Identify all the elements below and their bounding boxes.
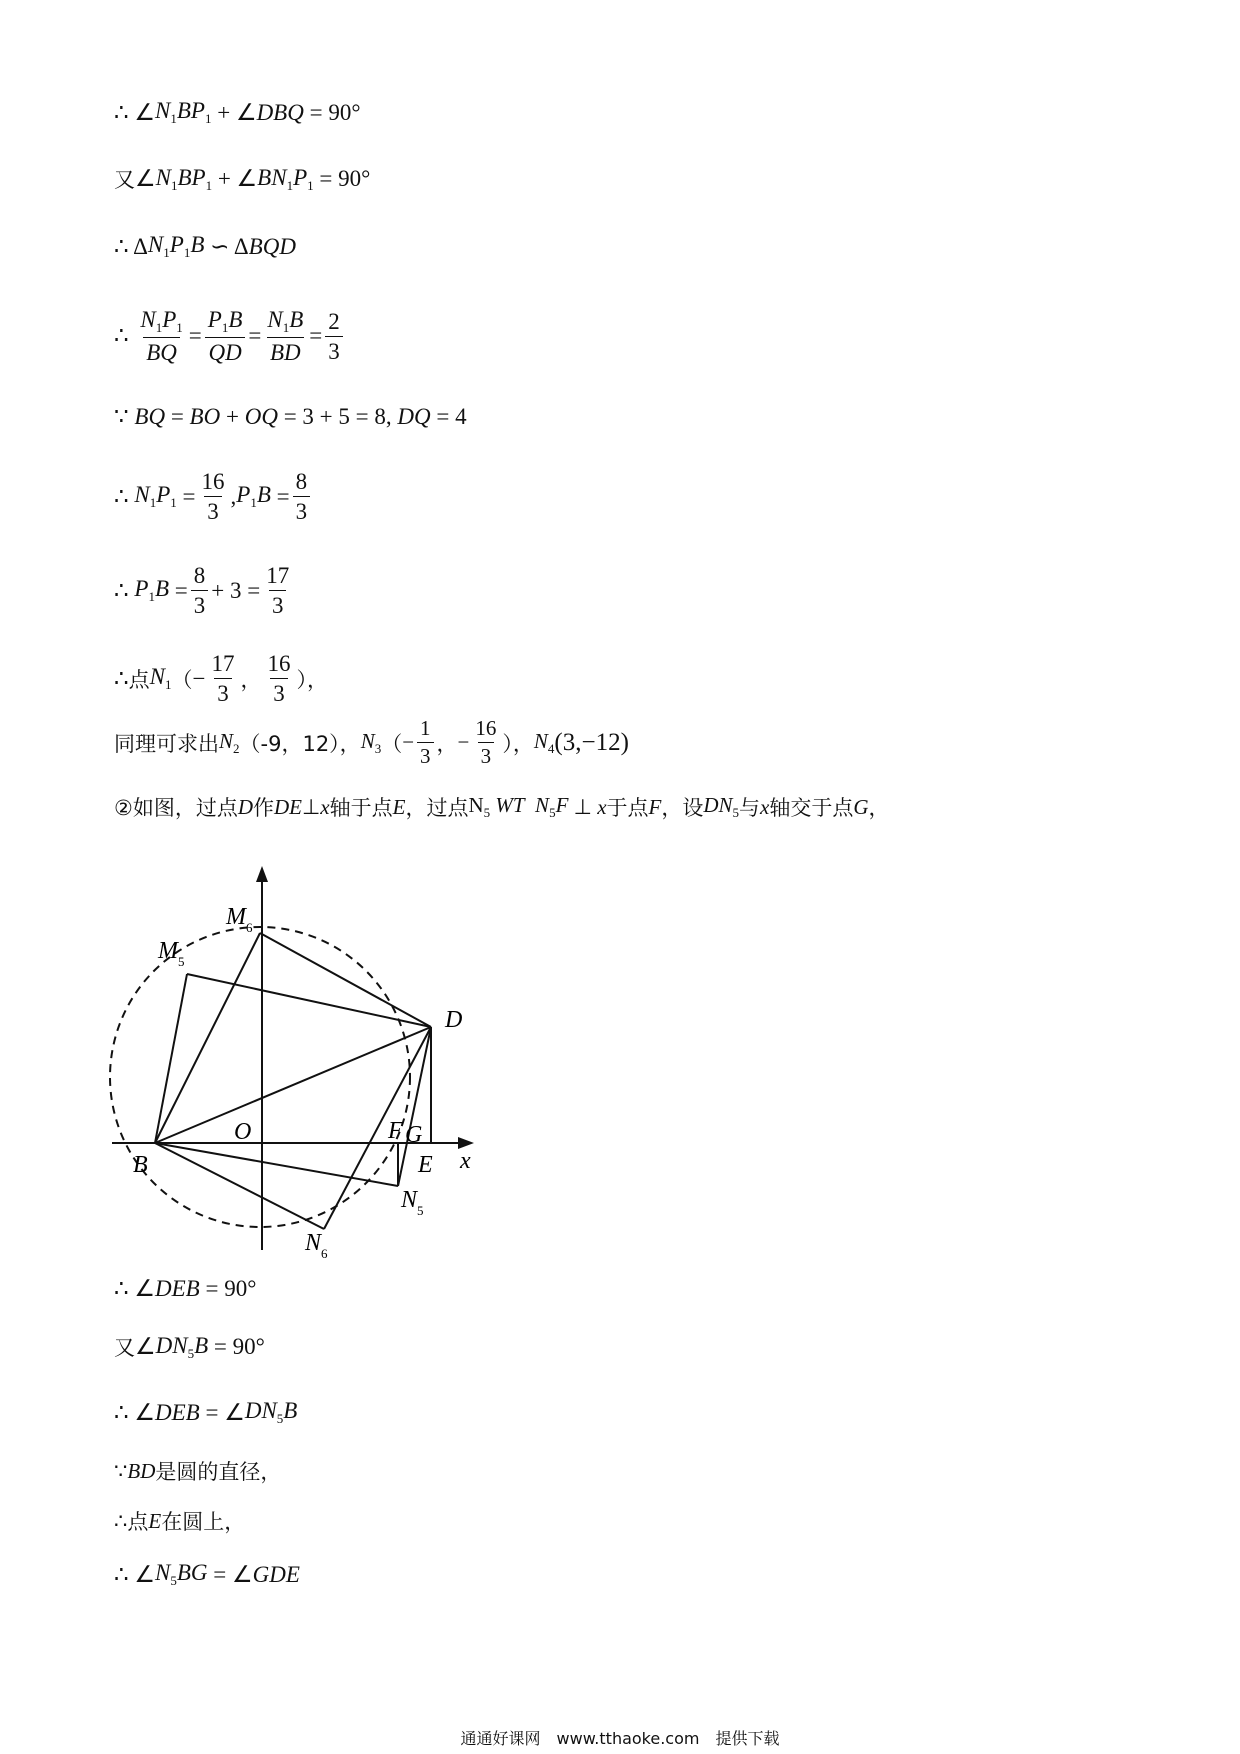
- proof-line-7: ∴ $P_1B$ = $\frac{8}{3}$ + 3 = $\frac{17}{3}$: [114, 563, 290, 618]
- proof-line-1: ∴ ∠ $N_1BP_1$ + ∠ DBQ = 90°: [114, 98, 361, 126]
- label-M5: $M_5$: [158, 938, 185, 969]
- proof-line-9: 同理可求出 $N_2$ （-9，12）， $N_3$ （ − $\frac{1}{3}$ ， − $\frac{16}{3}$ ）， $N_4$ (3,−12): [114, 716, 629, 768]
- label-M6: $M_6$: [226, 904, 253, 935]
- proof-line-8: ∴ 点 $N_1$ （ − $\frac{17}{3}$ ， $\frac{16}{3}$ ），: [114, 651, 328, 706]
- label-B: B: [133, 1152, 148, 1178]
- geometry-figure: [100, 860, 500, 1260]
- figure-segments: [155, 933, 431, 1229]
- proof-line-3: ∴ Δ $N_1P_1B$ ∽ Δ BQD: [114, 232, 296, 260]
- proof-line-2: 又 ∠ $N_1BP_1$ + ∠ $BN_1P_1$ = 90°: [114, 164, 371, 193]
- proof-line-13: ∴ ∠ DEB = ∠ $DN_5B$: [114, 1398, 298, 1426]
- label-E: E: [418, 1152, 433, 1178]
- proof-line-16: ∴ ∠ $N_5BG$ = ∠ GDE: [114, 1560, 300, 1588]
- proof-line-15: ∴ 点 E 在圆上，: [114, 1508, 246, 1534]
- label-N5: $N_5$: [401, 1187, 424, 1218]
- label-D: D: [445, 1007, 463, 1033]
- proof-line-11: ∴ ∠ DEB = 90°: [114, 1276, 257, 1301]
- circumcircle: [110, 927, 410, 1227]
- label-G: G: [405, 1122, 423, 1148]
- proof-line-12: 又 ∠ $DN_5B$ = 90°: [114, 1332, 265, 1361]
- label-x: x: [460, 1148, 471, 1174]
- proof-line-6: ∴ $N_1P_1$ = $\frac{16}{3}$ , $P_1B$ = $\frac{8}{3}$: [114, 470, 313, 523]
- proof-line-4: ∴ $\frac{N_1P_1}{BQ}$ = $\frac{P_1B}{QD}$ = $\frac{N_1B}{BD}$ = $\frac{2}{3}$: [114, 308, 346, 364]
- label-O: O: [234, 1119, 252, 1145]
- page-footer: 通通好课网 www.tthaoke.com 提供下载: [460, 1729, 780, 1748]
- proof-line-10: ②如图，过点 D 作 DE ⊥ x 轴于点 E ，过点 $N_5$ WT $N_5F$ ⊥ x 于点 F ，设 $DN_5$ 与 x 轴交于点 G ，: [114, 793, 890, 820]
- label-N6: $N_6$: [305, 1230, 328, 1260]
- y-axis-arrow: [256, 866, 268, 882]
- label-F: F: [388, 1118, 403, 1144]
- proof-line-5: ∵ BQ = BO + OQ = 3 + 5 = 8, DQ = 4: [114, 404, 467, 429]
- proof-line-14: ∵ BD 是圆的直径，: [114, 1458, 282, 1484]
